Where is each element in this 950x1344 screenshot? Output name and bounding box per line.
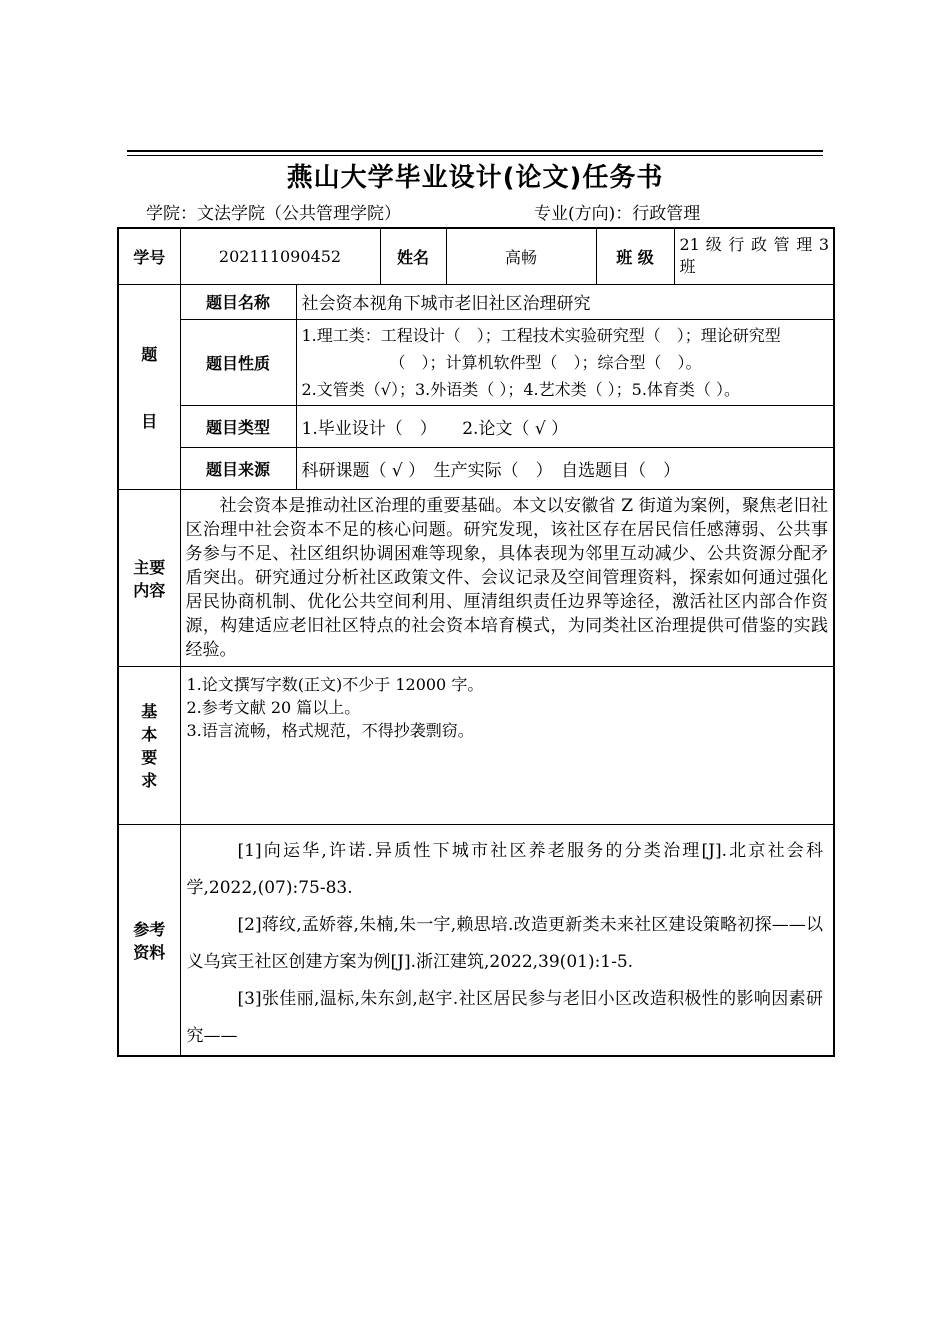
references-body	[180, 824, 834, 1056]
references-label-1: 参考	[133, 919, 166, 939]
requirement-item: 3.语言流畅，格式规范，不得抄袭剽窃。	[186, 720, 474, 740]
reference-item: [2]蒋纹,孟娇蓉,朱楠,朱一宇,赖思培.改造更新类未来社区建设策略初探——以义乌宾王社区创建方案为例[J].浙江建筑,2022,39(01):1-5.	[186, 914, 823, 972]
header-rule-thin	[127, 155, 823, 156]
topic-source-label: 题目来源	[180, 447, 296, 489]
requirements-label-3: 要	[141, 748, 158, 767]
references-label-2: 资料	[133, 942, 166, 962]
topic-type-value: 1.毕业设计（ ） 2.论文（ √ ）	[296, 405, 834, 447]
topic-type-label: 题目类型	[180, 405, 296, 447]
requirements-label-1: 基	[141, 702, 158, 721]
requirements-row	[118, 666, 834, 824]
topic-label-char-1: 题	[141, 344, 158, 364]
student-name-value: 高畅	[446, 228, 596, 284]
references-label	[118, 824, 180, 1056]
main-content-label	[118, 489, 180, 666]
student-id-label: 学号	[118, 228, 180, 284]
topic-source-row	[118, 447, 834, 489]
topic-section-label	[118, 284, 180, 489]
reference-item: [3]张佳丽,温标,朱东剑,赵宇.社区居民参与老旧小区改造积极性的影响因素研究——	[186, 988, 823, 1046]
document-title: 燕山大学毕业设计(论文)任务书	[286, 163, 664, 193]
topic-name-label: 题目名称	[180, 284, 296, 319]
college-field: 学院：文法学院（公共管理学院）	[146, 204, 401, 224]
requirement-item: 2.参考文献 20 篇以上。	[186, 697, 361, 717]
topic-label-gap	[119, 365, 180, 409]
topic-nature-row	[118, 319, 834, 405]
topic-nature-value	[296, 319, 834, 405]
requirement-item: 1.论文撰写字数(正文)不少于 12000 字。	[186, 674, 484, 694]
reference-item: [1]向运华,许诺.异质性下城市社区养老服务的分类治理[J].北京社会科学,2022,(07):75-83.	[186, 840, 823, 898]
topic-source-value: 科研课题（ √ ） 生产实际（ ） 自选题目（ ）	[296, 447, 834, 489]
main-content-row	[118, 489, 834, 666]
requirements-body	[180, 666, 834, 824]
student-name-label: 姓名	[380, 228, 446, 284]
requirements-label-4: 求	[141, 771, 158, 790]
class-label: 班 级	[596, 228, 674, 284]
nature-line-1: 1.理工类：工程设计（ ）；工程技术实验研究型（ ）；理论研究型	[301, 325, 781, 345]
task-form-table	[117, 227, 835, 1057]
main-content-text: 社会资本是推动社区治理的重要基础。本文以安徽省 Z 街道为案例，聚焦老旧社区治理中社会资本不足的核心问题。研究发现，该社区存在居民信任感薄弱、公共事务参与不足、社区组织协调困难等现象，具体表现为邻里互动减少、公共资源分配矛盾突出。研究通过分析社区政策文件、会议记录及空间管理资料，探索如何通过强化居民协商机制、优化公共空间利用、厘清组织责任边界等途径，激活社区内部合作资源，构建适应老旧社区特点的社会资本培育模式，为同类社区治理提供可借鉴的实践经验。	[185, 495, 828, 660]
nature-line-3: 2.文管类（√）；3.外语类（ ）；4.艺术类（ ）；5.体育类（ ）。	[301, 379, 741, 399]
main-content-label-1: 主要	[133, 557, 166, 577]
main-content-body	[180, 489, 834, 666]
topic-name-row	[118, 284, 834, 319]
requirements-label	[118, 666, 180, 824]
topic-type-row	[118, 405, 834, 447]
topic-nature-label: 题目性质	[180, 319, 296, 405]
student-id-value: 202111090452	[180, 228, 380, 284]
requirements-label-2: 本	[141, 725, 158, 744]
topic-label-char-2: 目	[141, 411, 158, 431]
major-field: 专业(方向)：行政管理	[534, 204, 701, 224]
topic-name-value: 社会资本视角下城市老旧社区治理研究	[296, 284, 834, 319]
main-content-label-2: 内容	[133, 580, 166, 600]
student-info-row	[118, 228, 834, 284]
header-rule-thick	[127, 150, 823, 152]
references-row	[118, 824, 834, 1056]
nature-line-2: （ ）；计算机软件型（ ）；综合型（ ）。	[389, 352, 702, 372]
class-value: 21 级 行 政 管 理 3 班	[674, 228, 834, 284]
